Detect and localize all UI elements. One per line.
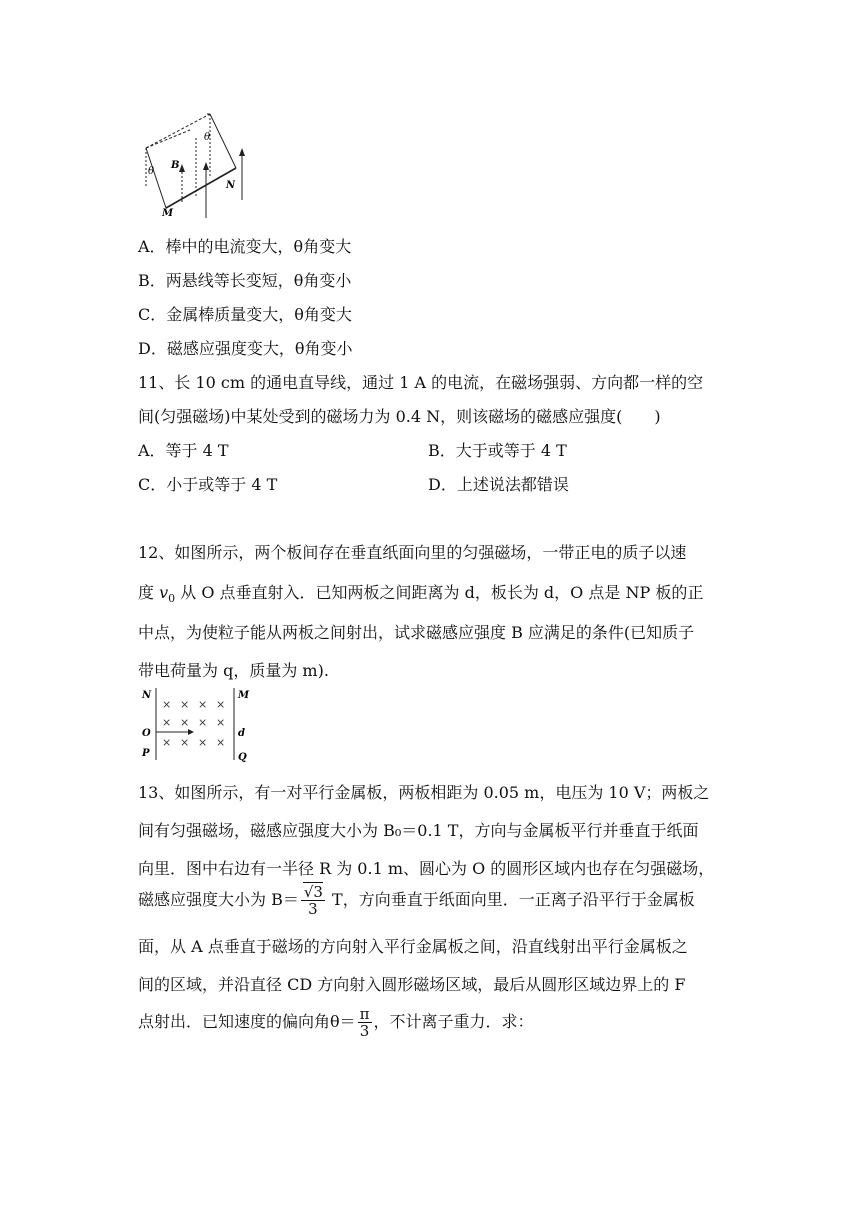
q10-option-d: D．磁感应强度变大，θ角变小 [138,339,353,358]
field-cross: × [198,698,208,711]
field-cross: × [162,736,172,749]
figure1-label-b: B [171,160,180,171]
field-cross: × [216,698,226,711]
q10-option-b: B．两悬线等长变短，θ角变小 [138,271,352,290]
field-cross: × [180,736,190,749]
q10-option-c: C．金属棒质量变大，θ角变大 [138,305,352,324]
field-cross: × [180,698,190,711]
figure2-label-d: d [238,728,245,739]
fraction-pi-over-3: $\frac{\pi}{3}$ [359,1004,370,1040]
q12-stem-line3: 中点，为使粒子能从两板之间射出，试求磁感应强度 B 应满足的条件(已知质子 [138,623,695,642]
field-cross: × [216,716,226,729]
q13-stem-line5: 面，从 A 点垂直于磁场的方向射入平行金属板之间，沿直线射出平行金属板之 [138,937,688,956]
q13-stem-line4: 磁感应强度大小为 B＝ $\frac{√3}{3}$ T，方向垂直于纸面向里．一正离子沿平行于金属板 [138,882,695,918]
q13-stem-line2: 间有匀强磁场，磁感应强度大小为 B₀＝0.1 T，方向与金属板平行并垂直于纸面 [138,821,699,840]
field-cross: × [198,716,208,729]
field-cross: × [198,736,208,749]
q11-option-c: C．小于或等于 4 T [138,475,278,494]
q13-stem-line1: 13、如图所示，有一对平行金属板，两板相距为 0.05 m，电压为 10 V；两板之 [138,783,710,802]
figure2-label-m: M [238,690,250,701]
field-cross: × [180,716,190,729]
q12-stem-line4: 带电荷量为 q，质量为 m). [138,661,329,680]
field-cross: × [162,698,172,711]
q13-stem-line3: 向里．图中右边有一半径 R 为 0.1 m、圆心为 O 的圆形区域内也存在匀强磁场， [138,859,715,878]
q11-stem-line2: 间(匀强磁场)中某处受到的磁场力为 0.4 N，则该磁场的磁感应强度( ) [138,407,661,426]
figure2-label-q: Q [238,752,247,763]
q12-stem-line2: 度 $v_0$ 从 O 点垂直射入．已知两板之间距离为 d，板长为 d，O 点是 NP 板的正 [138,583,704,606]
figure2-label-n: N [142,690,152,701]
figure-rod-in-field [138,108,258,220]
figure2-label-o: O [142,728,151,739]
q11-stem-line1: 11、长 10 cm 的通电直导线，通过 1 A 的电流，在磁场强弱、方向都一样的空 [138,373,704,392]
figure1-label-n: N [226,180,236,191]
q11-option-b: B．大于或等于 4 T [428,441,567,460]
figure1-label-m: M [162,208,174,219]
q13-stem-line6: 间的区域，并沿直径 CD 方向射入圆形磁场区域，最后从圆形区域边界上的 F [138,975,686,994]
q12-stem-line1: 12、如图所示，两个板间存在垂直纸面向里的匀强磁场，一带正电的质子以速 [138,543,687,562]
figure2-label-p: P [142,748,150,759]
figure1-label-theta-left: θ [148,166,155,177]
figure1-label-theta-top: θ [204,132,211,143]
q11-option-d: D．上述说法都错误 [428,475,569,494]
fraction-sqrt3-over-3: $\frac{√3}{3}$ [301,884,325,918]
field-cross: × [162,716,172,729]
q13-stem-line7: 点射出．已知速度的偏向角θ＝ $\frac{\pi}{3}$ ，不计离子重力．求： [138,1004,534,1040]
q10-option-a: A．棒中的电流变大，θ角变大 [138,237,352,256]
field-cross: × [216,736,226,749]
figure-plates-field [138,686,258,764]
q11-option-a: A．等于 4 T [138,441,229,460]
